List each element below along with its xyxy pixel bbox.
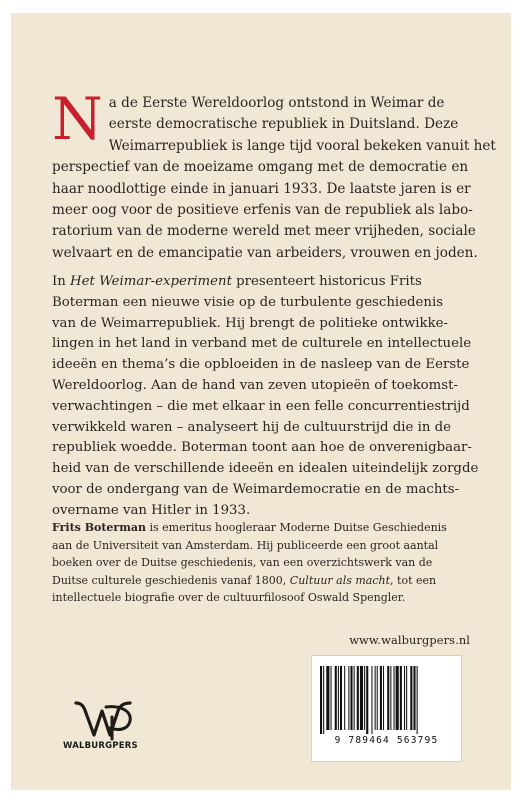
- barcode-bar: [413, 666, 415, 730]
- barcode-bar: [390, 666, 391, 730]
- book-title-italic: Het Weimar-experiment: [70, 274, 232, 289]
- blurb-paragraph-1: [52, 85, 496, 264]
- barcode-bar: [344, 666, 345, 730]
- barcode-bar: [364, 666, 365, 730]
- blurb-p2-suffix: presenteert historicus Frits: [231, 274, 422, 289]
- barcode-bar: [400, 666, 402, 730]
- blurb-p2-line: ideeën en thema’s die opbloeiden in de nasleep van de Eerste: [52, 357, 470, 373]
- author-bio-line: boeken over de Duitse geschiedenis, van een overzichtswerk van de: [52, 556, 433, 570]
- barcode-bar: [338, 666, 339, 730]
- blurb-p2-line: republiek woedde. Boterman toont aan hoe de onverenigbaar-: [52, 440, 472, 456]
- blurb-p2-line: Wereldoorlog. Aan de hand van zeven utopieën of toekomst-: [52, 377, 458, 393]
- author-bio-line: aan de Universiteit van Amsterdam. Hij publiceerde een groot aantal: [52, 538, 439, 552]
- author-bio-text: is emeritus hoogleraar Moderne Duitse Geschiedenis: [145, 521, 447, 534]
- barcode-bar: [375, 666, 376, 730]
- blurb-p1-line: ratorium van de moderne wereld met meer vrijheden, sociale: [52, 223, 476, 240]
- barcode-bar: [348, 666, 349, 730]
- barcode-bar: [335, 666, 337, 730]
- barcode-bar: [326, 666, 329, 730]
- author-bio-line-works: [52, 572, 462, 590]
- isbn-barcode: [311, 655, 462, 762]
- author-bio-text: , tot een: [390, 573, 437, 587]
- blurb-p2-line: verwikkeld waren – analyseert hij de cultuurstrijd die in de: [52, 419, 452, 435]
- publisher-url[interactable]: www.walburgpers.nl: [349, 633, 470, 647]
- author-bio: [52, 519, 462, 607]
- blurb-p2-line: van de Weimarrepubliek. Hij brengt de politieke ontwikke-: [52, 315, 448, 331]
- blurb-p2-prefix: In: [52, 274, 71, 289]
- blurb-p1-line: Weimarrepubliek is lange tijd vooral bekeken vanuit het: [108, 137, 496, 154]
- barcode-bar: [396, 666, 399, 730]
- author-bio-first-line: [52, 519, 462, 537]
- publisher-logo-text: WALBURGPERS: [63, 741, 138, 751]
- barcode-bar: [350, 666, 352, 730]
- barcode-bar: [417, 666, 418, 734]
- blurb-p1-line: a de Eerste Wereldoorlog ontstond in Weimar de: [108, 95, 445, 111]
- barcode-bar: [340, 666, 342, 730]
- author-bio-text: Duitse culturele geschiedenis vanaf 1800,: [52, 573, 290, 587]
- blurb-p2-line: lingen in het land in verband met de culturele en intellectuele: [52, 336, 472, 352]
- blurb-p2-line: heid van de verschillende ideeën en idealen uiteindelijk zorgde: [52, 461, 479, 477]
- blurb-p2-first-line: [52, 272, 462, 293]
- blurb-p2-line: voor de ondergang van de Weimardemocratie en de machts-: [52, 481, 460, 497]
- author-bio-line: intellectuele biografie over de cultuurfilosoof Oswald Spengler.: [52, 591, 406, 605]
- barcode-bar: [354, 666, 355, 730]
- barcode-bar: [323, 666, 324, 734]
- work-title-italic: Cultuur als macht: [289, 573, 391, 587]
- author-name: Frits Boterman: [52, 521, 146, 534]
- barcode-bar: [360, 666, 363, 730]
- blurb-p1-line: perspectief van de moeizame omgang met de democratie en: [52, 159, 469, 176]
- blurb-p1-line: eerste democratische republiek in Duitsland. Deze: [108, 116, 459, 133]
- isbn-number: 9 789464 563795: [334, 735, 439, 746]
- barcode-bar: [371, 666, 372, 734]
- barcode-bar: [380, 666, 382, 730]
- walburgpers-logo-icon: [72, 697, 136, 767]
- blurb-paragraph-2: [52, 272, 479, 522]
- barcode-bar: [383, 666, 384, 730]
- barcode-bar: [410, 666, 412, 730]
- blurb-p2-line: verwachtingen – die met elkaar in een felle concurrentiestrijd: [52, 398, 470, 414]
- barcode-bar: [366, 666, 368, 734]
- blurb-p2-line: overname van Hitler in 1933.: [52, 502, 251, 518]
- barcode-bar: [320, 666, 322, 734]
- barcode-bar: [387, 666, 389, 730]
- blurb-p2-line: Boterman een nieuwe visie op de turbulente geschiedenis: [52, 294, 444, 310]
- barcode-bar: [406, 666, 407, 730]
- dropcap-letter: N: [52, 85, 103, 153]
- barcode-bar: [357, 666, 359, 730]
- blurb-p1-line: haar noodlottige einde in januari 1933. De laatste jaren is er: [52, 180, 471, 197]
- barcode-icon: [320, 666, 455, 734]
- blurb-p1-line: welvaart en de emancipatie van arbeiders, vrouwen en joden.: [52, 244, 478, 261]
- blurb-p1-line: meer oog voor de positieve erfenis van de republiek als labo-: [52, 202, 473, 219]
- barcode-bar: [331, 666, 332, 730]
- barcode-bar: [404, 666, 405, 730]
- barcode-bar: [394, 666, 395, 730]
- barcode-bar: [377, 666, 378, 730]
